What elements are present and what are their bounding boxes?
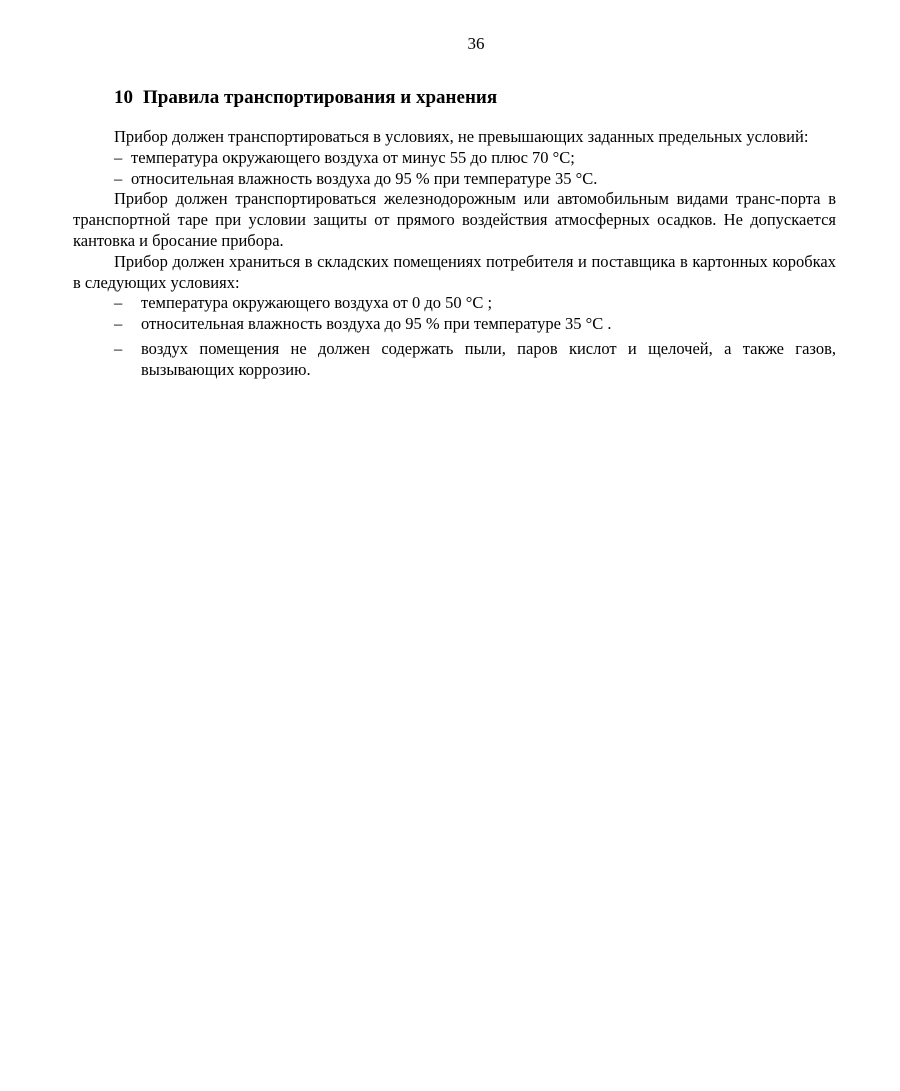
list-item <box>73 339 836 381</box>
section-content <box>73 86 836 381</box>
list-dash: – <box>114 147 123 167</box>
list-item-text: воздух помещения не должен содержать пыли, паров кислот и щелочей, а также газов, вызывающих коррозию. <box>141 338 836 379</box>
transport-intro-paragraph: Прибор должен транспортироваться в условиях, не превышающих заданных предельных условий: <box>114 127 809 146</box>
list-item <box>73 169 836 190</box>
list-item <box>73 148 836 169</box>
list-dash: – <box>114 293 123 313</box>
storage-conditions-list <box>73 293 836 380</box>
list-dash: – <box>114 168 123 188</box>
list-item <box>73 314 836 335</box>
section-title: Правила транспортирования и хранения <box>143 87 498 108</box>
list-dash: – <box>114 314 123 334</box>
list-item-text: температура окружающего воздуха от минус 55 до плюс 70 °С; <box>131 147 575 167</box>
section-heading <box>73 86 836 110</box>
transport-conditions-list <box>73 148 836 190</box>
list-item-text: температура окружающего воздуха от 0 до 50 °С ; <box>141 293 493 313</box>
list-item <box>73 293 836 314</box>
transport-method-paragraph: Прибор должен транспортироваться железнодорожным или автомобильным видами транс-порта в транспортной таре при условии защиты от прямого воздействия атмосферных осадков. Не допускается кантовка и бросание прибора. <box>73 189 836 250</box>
list-item-text: относительная влажность воздуха до 95 % при температуре 35 °С. <box>131 168 598 188</box>
list-item-text: относительная влажность воздуха до 95 % при температуре 35 °С . <box>141 314 612 334</box>
storage-intro-paragraph: Прибор должен храниться в складских помещениях потребителя и поставщика в картонных коробках в следующих условиях: <box>73 251 836 292</box>
section-number: 10 <box>114 87 133 108</box>
list-dash: – <box>114 338 123 358</box>
page-number: 36 <box>467 34 485 53</box>
